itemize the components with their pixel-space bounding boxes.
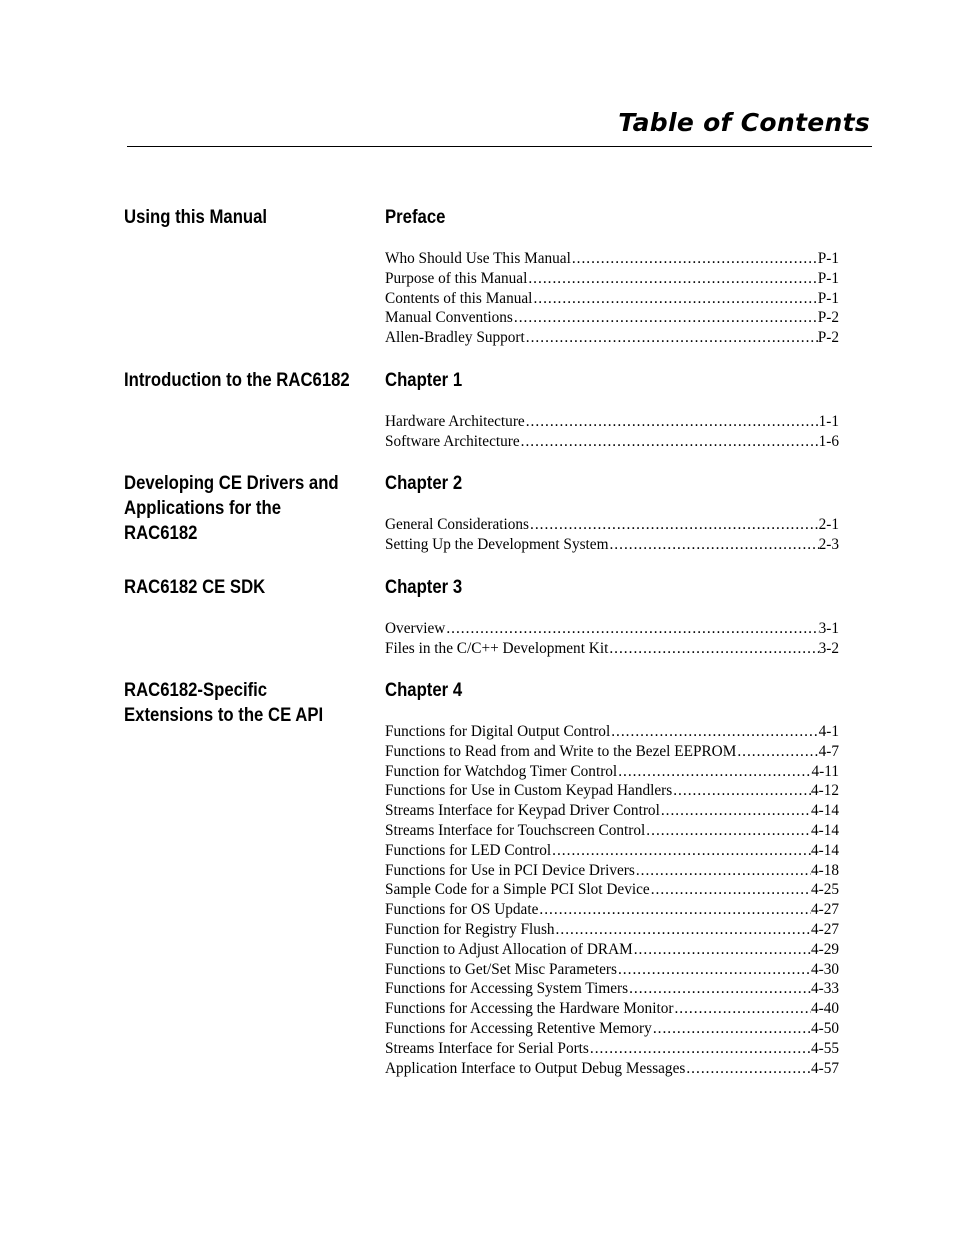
entry-page: 4-40: [810, 1000, 839, 1018]
entry-page: 4-50: [810, 1019, 839, 1037]
toc-entry[interactable]: [385, 842, 839, 862]
entry-title: Allen-Bradley Support: [385, 329, 525, 347]
section-heading: Using this Manual: [124, 207, 268, 228]
dot-leader: [532, 290, 817, 308]
entry-title: Functions for OS Update: [385, 901, 539, 919]
entry-title: Functions for LED Control: [385, 841, 552, 859]
entry-page: 4-25: [810, 881, 839, 899]
dot-leader: [551, 842, 811, 860]
entry-title: Software Architecture: [385, 432, 520, 450]
entry-page: 4-30: [810, 960, 839, 978]
toc-entry[interactable]: [385, 329, 839, 349]
dot-leader: [445, 620, 818, 638]
toc-entry[interactable]: [385, 620, 839, 640]
toc-entry[interactable]: [385, 901, 839, 921]
entry-page: P-1: [817, 250, 839, 267]
toc-entry[interactable]: [385, 941, 839, 961]
entry-title: Functions for Accessing System Timers: [385, 980, 629, 998]
entry-title: Who Should Use This Manual: [385, 250, 571, 267]
title-rule: [127, 146, 872, 147]
entry-title: Overview: [385, 620, 446, 637]
entry-title: Functions for Use in PCI Device Drivers: [385, 861, 635, 879]
entry-page: 4-11: [811, 762, 839, 780]
dot-leader: [527, 270, 817, 288]
entry-page: 4-57: [810, 1059, 839, 1077]
entry-page: 4-55: [810, 1039, 839, 1057]
entry-title: Sample Code for a Simple PCI Slot Device: [385, 881, 650, 899]
entry-title: Hardware Architecture: [385, 413, 525, 430]
entry-title: Function for Watchdog Timer Control: [385, 762, 618, 780]
entry-page: P-1: [817, 269, 839, 287]
entry-page: P-2: [817, 309, 839, 327]
entry-title: Streams Interface for Touchscreen Control: [385, 821, 646, 839]
toc-entry[interactable]: [385, 536, 839, 556]
dot-leader: [538, 901, 811, 919]
entry-page: 4-27: [810, 920, 839, 938]
toc-entry[interactable]: [385, 862, 839, 882]
entry-page: 4-33: [810, 980, 839, 998]
entry-list: [385, 620, 839, 660]
entry-page: P-2: [817, 329, 839, 347]
entry-title: General Considerations: [385, 516, 530, 533]
dot-leader: [660, 802, 811, 820]
entry-title: Contents of this Manual: [385, 289, 533, 307]
entry-page: 3-2: [818, 639, 839, 657]
dot-leader: [571, 250, 818, 268]
entry-page: 1-1: [818, 413, 839, 430]
entry-page: 4-14: [810, 821, 839, 839]
entry-page: P-1: [817, 289, 839, 307]
entry-title: Streams Interface for Serial Ports: [385, 1039, 589, 1057]
toc-entry[interactable]: [385, 723, 839, 743]
dot-leader: [608, 640, 818, 658]
dot-leader: [525, 413, 819, 431]
dot-leader: [673, 1000, 811, 1018]
dot-leader: [617, 961, 811, 979]
entry-page: 4-27: [810, 901, 839, 919]
dot-leader: [736, 743, 818, 761]
entry-page: 4-18: [810, 861, 839, 879]
dot-leader: [645, 822, 811, 840]
chapter-label: Preface: [385, 207, 446, 228]
toc-entry[interactable]: [385, 921, 839, 941]
dot-leader: [513, 309, 818, 327]
entry-title: Purpose of this Manual: [385, 269, 528, 287]
entry-list: [385, 250, 839, 349]
entry-title: Function for Registry Flush: [385, 920, 555, 938]
entry-page: 4-14: [810, 841, 839, 859]
entry-title: Function to Adjust Allocation of DRAM: [385, 940, 633, 958]
chapter-label: Chapter 3: [385, 577, 463, 598]
toc-entry[interactable]: [385, 763, 839, 783]
toc-entry[interactable]: [385, 802, 839, 822]
chapter-label: Chapter 1: [385, 370, 463, 391]
entry-title: Functions for Use in Custom Keypad Handlers: [385, 782, 673, 800]
toc-entry[interactable]: [385, 782, 839, 802]
dot-leader: [529, 516, 819, 534]
toc-entry[interactable]: [385, 1060, 839, 1080]
entry-page: 1-6: [818, 432, 839, 450]
dot-leader: [650, 881, 811, 899]
entry-title: Functions to Get/Set Misc Parameters: [385, 960, 617, 978]
toc-entry[interactable]: [385, 1040, 839, 1060]
entry-list: [385, 516, 839, 556]
entry-page: 4-7: [818, 742, 839, 760]
dot-leader: [628, 980, 811, 998]
entry-title: Manual Conventions: [385, 309, 513, 327]
dot-leader: [520, 433, 819, 451]
entry-title: Application Interface to Output Debug Messages: [385, 1059, 686, 1077]
entry-title: Functions to Read from and Write to the Bezel EEPROM: [385, 742, 737, 760]
chapter-label: Chapter 4: [385, 680, 463, 701]
entry-page: 3-1: [818, 620, 839, 637]
section-heading: Introduction to the RAC6182: [124, 370, 350, 391]
entry-title: Functions for Accessing Retentive Memory: [385, 1019, 652, 1037]
entry-title: Functions for Accessing the Hardware Monitor: [385, 1000, 674, 1018]
toc-entry[interactable]: [385, 881, 839, 901]
section-heading: RAC6182 CE SDK: [124, 577, 266, 598]
toc-entry[interactable]: [385, 309, 839, 329]
dot-leader: [685, 1060, 811, 1078]
toc-entry[interactable]: [385, 743, 839, 763]
dot-leader: [633, 941, 811, 959]
dot-leader: [617, 763, 811, 781]
toc-entry[interactable]: [385, 961, 839, 981]
toc-entry[interactable]: [385, 1020, 839, 1040]
entry-title: Files in the C/C++ Development Kit: [385, 639, 609, 657]
entry-title: Streams Interface for Keypad Driver Control: [385, 802, 660, 820]
entry-page: 2-1: [818, 516, 839, 533]
entry-page: 2-3: [818, 535, 839, 553]
toc-entry[interactable]: [385, 413, 839, 433]
dot-leader: [672, 782, 811, 800]
section-heading: RAC6182-Specific Extensions to the CE API: [124, 680, 324, 726]
chapter-label: Chapter 2: [385, 473, 463, 494]
entry-title: Functions for Digital Output Control: [385, 723, 611, 740]
toc-entry[interactable]: [385, 250, 839, 270]
toc-entry[interactable]: [385, 822, 839, 842]
dot-leader: [608, 536, 818, 554]
toc-entry[interactable]: [385, 433, 839, 453]
toc-entry[interactable]: [385, 270, 839, 290]
dot-leader: [525, 329, 818, 347]
dot-leader: [555, 921, 811, 939]
entry-list: [385, 723, 839, 1079]
section-heading: Developing CE Drivers and Applications for the RAC6182: [124, 473, 339, 544]
toc-entry[interactable]: [385, 980, 839, 1000]
dot-leader: [589, 1040, 811, 1058]
entry-page: 4-1: [818, 723, 839, 740]
entry-title: Setting Up the Development System: [385, 535, 609, 553]
dot-leader: [652, 1020, 811, 1038]
toc-entry[interactable]: [385, 1000, 839, 1020]
page-title: Table of Contents: [618, 108, 870, 137]
entry-list: [385, 413, 839, 453]
toc-entry[interactable]: [385, 516, 839, 536]
toc-entry[interactable]: [385, 290, 839, 310]
entry-page: 4-29: [810, 940, 839, 958]
dot-leader: [635, 862, 811, 880]
entry-page: 4-14: [810, 802, 839, 820]
toc-entry[interactable]: [385, 640, 839, 660]
dot-leader: [610, 723, 818, 741]
entry-page: 4-12: [810, 782, 839, 800]
